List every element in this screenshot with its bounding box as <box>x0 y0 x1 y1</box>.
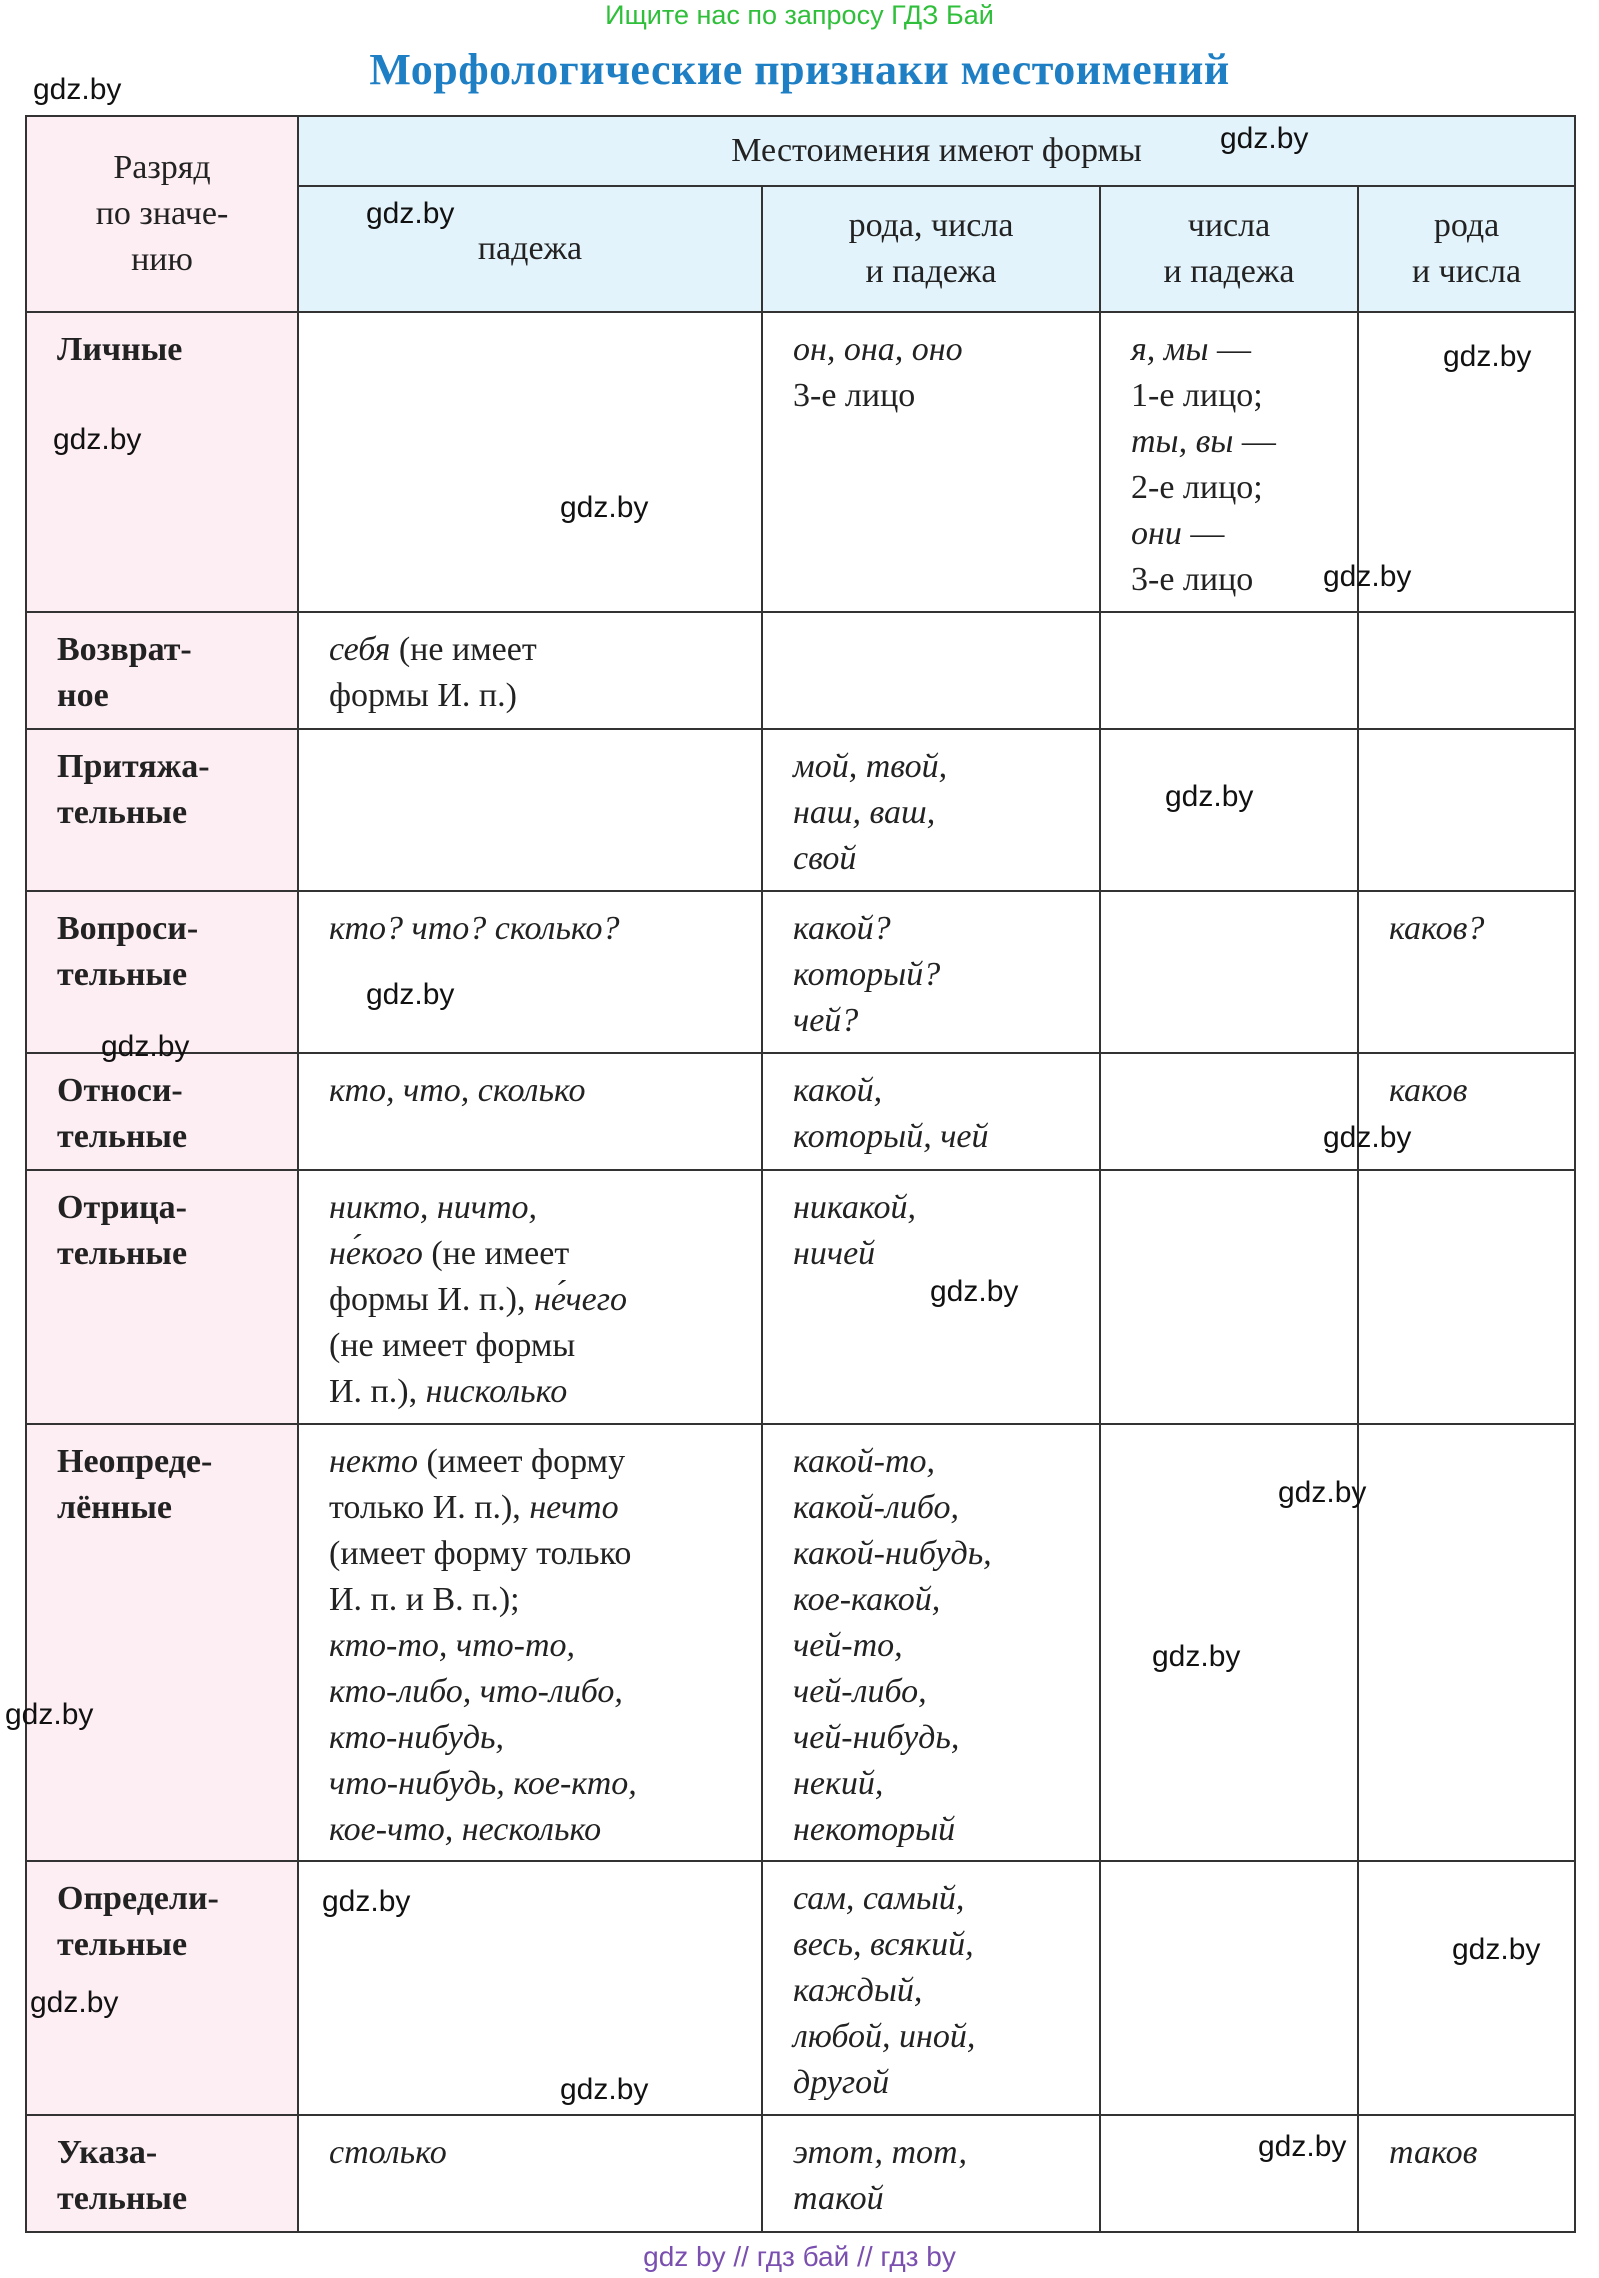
gender-number-cell <box>1358 891 1575 1053</box>
pronoun-text: какой? который? чей? <box>793 910 941 1039</box>
gender-number-case-cell <box>762 1053 1100 1170</box>
pronouns-table <box>25 115 1576 2233</box>
number-case-cell <box>1100 891 1358 1053</box>
category-cell: Определи- тельные <box>26 1861 298 2115</box>
gender-number-case-cell <box>762 2115 1100 2232</box>
watermark: gdz.by <box>53 423 142 456</box>
note-text: — 1-е лицо; <box>1131 331 1263 414</box>
watermark: gdz.by <box>930 1275 1019 1308</box>
search-banner: Ищите нас по запросу ГДЗ Бай <box>605 0 994 30</box>
watermark: gdz.by <box>1452 1933 1541 1966</box>
category-cell: Относи- тельные <box>26 1053 298 1170</box>
table-row <box>26 612 1575 729</box>
case-cell <box>298 1424 762 1861</box>
watermark: gdz.by <box>5 1698 94 1731</box>
note-text: (имеет форму только И. п.), <box>329 1443 626 1526</box>
watermark: gdz.by <box>1165 780 1254 813</box>
watermark: gdz.by <box>322 1885 411 1918</box>
gender-number-cell <box>1358 1424 1575 1861</box>
pronoun-text: я, мы <box>1131 331 1209 368</box>
case-cell <box>298 612 762 729</box>
gender-number-cell <box>1358 2115 1575 2232</box>
number-case-cell <box>1100 1170 1358 1424</box>
case-cell <box>298 891 762 1053</box>
table-row <box>26 729 1575 891</box>
header-category: Разряд по значе- нию <box>26 116 298 312</box>
note-text: (не имеет формы И. п.) <box>329 631 537 714</box>
pronoun-text: какой, который, чей <box>793 1072 989 1155</box>
gender-number-case-cell <box>762 612 1100 729</box>
gender-number-cell <box>1358 729 1575 891</box>
header-forms: Местоимения имеют формы <box>298 116 1575 186</box>
watermark: gdz.by <box>1258 2130 1347 2163</box>
pronoun-text: таков <box>1389 2134 1478 2171</box>
watermark: gdz.by <box>101 1030 190 1063</box>
gender-number-cell <box>1358 612 1575 729</box>
pronoun-text: никакой, ничей <box>793 1189 917 1272</box>
header-number-case: числа и падежа <box>1100 186 1358 312</box>
category-cell: Указа- тельные <box>26 2115 298 2232</box>
case-cell <box>298 312 762 612</box>
pronoun-text: себя <box>329 631 391 668</box>
pronoun-text: ты, вы <box>1131 423 1234 460</box>
table-row <box>26 1861 1575 2115</box>
number-case-cell <box>1100 612 1358 729</box>
category-cell: Отрица- тельные <box>26 1170 298 1424</box>
watermark: gdz.by <box>1220 122 1309 155</box>
number-case-cell <box>1100 312 1358 612</box>
pronoun-text: кто? что? сколько? <box>329 910 620 947</box>
pronoun-text: мой, твой, наш, ваш, свой <box>793 748 948 877</box>
gender-number-cell <box>1358 1170 1575 1424</box>
gender-number-case-cell <box>762 1424 1100 1861</box>
header-gender-number-case: рода, числа и падежа <box>762 186 1100 312</box>
watermark: gdz.by <box>366 197 455 230</box>
watermark: gdz.by <box>560 2073 649 2106</box>
gender-number-case-cell <box>762 312 1100 612</box>
gender-number-case-cell <box>762 729 1100 891</box>
pronoun-text: не́чего <box>533 1281 628 1318</box>
watermark: gdz.by <box>33 73 122 106</box>
pronoun-text: кто-то, что-то, кто-либо, что-либо, кто-нибудь, что-нибудь, кое-кто, кое-что, несколько <box>329 1627 637 1848</box>
category-cell: Возврат- ное <box>26 612 298 729</box>
watermark: gdz.by <box>30 1986 119 2019</box>
category-cell: Неопреде- лённые <box>26 1424 298 1861</box>
pronoun-text: нисколько <box>425 1373 568 1410</box>
pronoun-text: какой-то, какой-либо, какой-нибудь, кое-какой, чей-то, чей-либо, чей-нибудь, некий, некоторый <box>793 1443 992 1848</box>
watermark: gdz.by <box>560 491 649 524</box>
note-text: 3-е лицо <box>793 377 916 414</box>
note-text: — 2-е лицо; <box>1131 423 1276 506</box>
pronoun-text: каков <box>1389 1072 1468 1109</box>
pronoun-text: этот, тот, такой <box>793 2134 967 2217</box>
note-text: — 3-е лицо <box>1131 515 1254 598</box>
case-cell <box>298 729 762 891</box>
pronoun-text: кто, что, сколько <box>329 1072 586 1109</box>
table-row <box>26 1170 1575 1424</box>
watermark: gdz.by <box>1278 1476 1367 1509</box>
number-case-cell <box>1100 1053 1358 1170</box>
footer-links: gdz by // гдз бай // гдз by <box>643 2241 956 2272</box>
gender-number-cell <box>1358 1861 1575 2115</box>
note-text: (имеет форму только И. п. и В. п.); <box>329 1535 632 1618</box>
page-title: Морфологические признаки местоимений <box>369 45 1230 94</box>
pronoun-text: нечто <box>529 1489 619 1526</box>
table-row <box>26 891 1575 1053</box>
case-cell <box>298 2115 762 2232</box>
note-text: (не имеет формы И. п.), <box>329 1235 570 1318</box>
watermark: gdz.by <box>1323 1121 1412 1154</box>
case-cell <box>298 1170 762 1424</box>
note-text: (не имеет формы И. п.), <box>329 1327 576 1410</box>
pronoun-text: они <box>1131 515 1182 552</box>
pronoun-text: каков? <box>1389 910 1485 947</box>
watermark: gdz.by <box>366 978 455 1011</box>
gender-number-case-cell <box>762 891 1100 1053</box>
pronoun-text: он, она, оно <box>793 331 963 368</box>
number-case-cell <box>1100 1861 1358 2115</box>
category-cell: Вопроси- тельные <box>26 891 298 1053</box>
watermark: gdz.by <box>1152 1640 1241 1673</box>
category-cell: Притяжа- тельные <box>26 729 298 891</box>
pronoun-text: сам, самый, весь, всякий, каждый, любой, иной, другой <box>793 1880 976 2101</box>
gender-number-case-cell <box>762 1861 1100 2115</box>
watermark: gdz.by <box>1443 340 1532 373</box>
pronoun-text: никто, ничто, не́кого <box>329 1189 538 1272</box>
watermark: gdz.by <box>1323 560 1412 593</box>
header-gender-number: рода и числа <box>1358 186 1575 312</box>
pronoun-text: некто <box>329 1443 418 1480</box>
pronoun-text: столько <box>329 2134 447 2171</box>
category-cell: Личные <box>26 312 298 612</box>
header-case: падежа <box>298 186 762 312</box>
case-cell <box>298 1053 762 1170</box>
